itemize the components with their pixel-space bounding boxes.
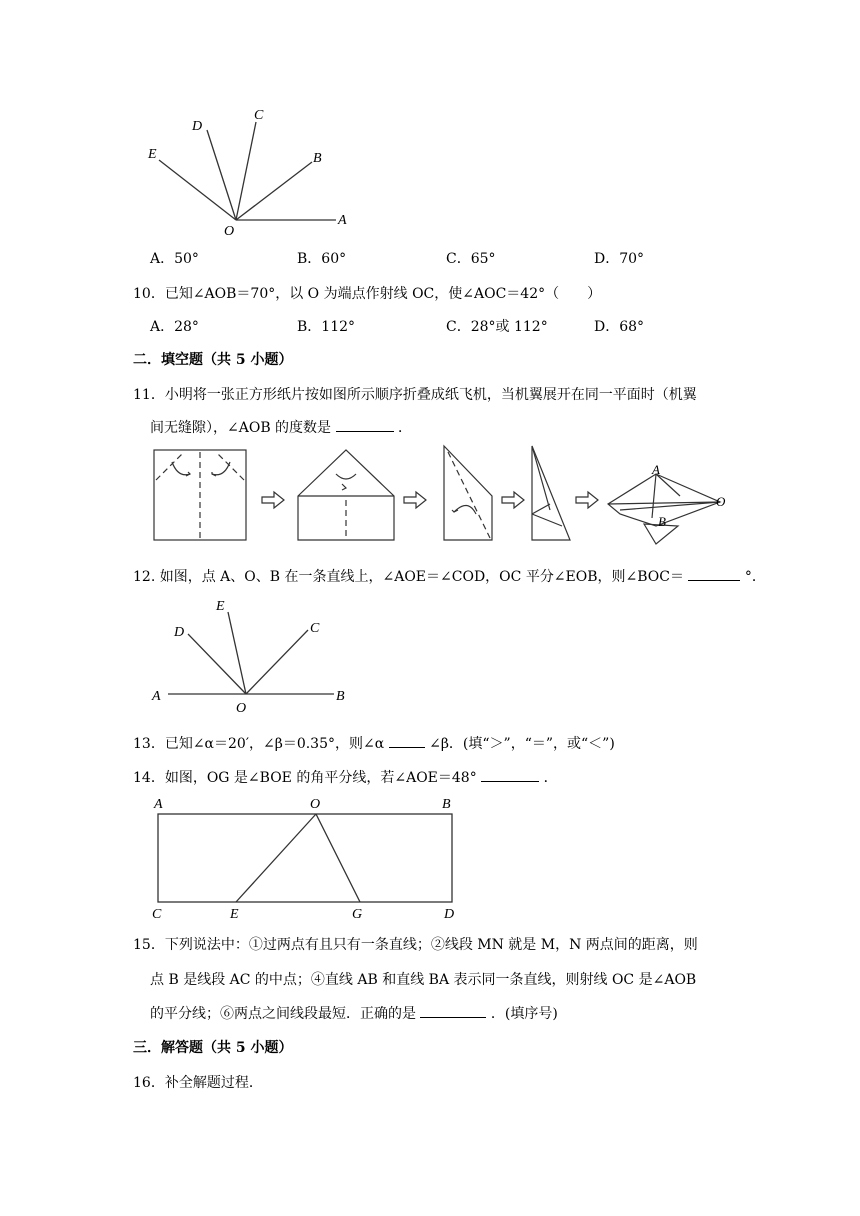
- label-D: D: [192, 119, 203, 134]
- q14-label-E: E: [230, 907, 239, 922]
- q15-answer-blank[interactable]: [420, 1017, 486, 1018]
- q10-option-a: A．28°: [150, 319, 199, 335]
- section-3-title: 三．解答题（共 5 小题）: [133, 1040, 293, 1056]
- q12-label-E: E: [216, 599, 225, 614]
- q12-text: [133, 566, 766, 586]
- q15-line1: 15．下列说法中：①过两点有且只有一条直线；②线段 MN 就是 M，N 两点间的距离，则: [133, 937, 698, 953]
- q12-label-A: A: [152, 689, 161, 704]
- q12-label-D: D: [174, 625, 185, 640]
- q15-line3-end: ．(填序号): [490, 1006, 558, 1022]
- figure-q9-angles: [140, 100, 360, 240]
- q14-label-C: C: [152, 907, 162, 922]
- q12-label-O: O: [236, 701, 247, 716]
- q11-line1: 11．小明将一张正方形纸片按如图所示顺序折叠成纸飞机，当机翼展开在同一平面时（机翼: [133, 387, 697, 403]
- q14-label-O: O: [310, 797, 321, 812]
- q12-text-main: 12. 如图，点 A、O、B 在一条直线上，∠AOE＝∠COD，OC 平分∠EOB，则∠BOC＝: [133, 569, 684, 585]
- q14-text-end: ．: [543, 770, 558, 786]
- q13-text-end: ∠β．(填“＞”，“＝”，或“＜”): [429, 736, 615, 752]
- q13-answer-blank[interactable]: [389, 747, 425, 748]
- label-A: A: [338, 213, 347, 228]
- q11-label-B: B: [658, 514, 666, 529]
- q14-text-main: 14．如图，OG 是∠BOE 的角平分线，若∠AOE＝48°: [133, 770, 477, 786]
- q11-line2-text: 间无缝隙），∠AOB 的度数是: [150, 420, 332, 436]
- q9-option-c: C．65°: [446, 251, 496, 267]
- q16-text: 16．补全解题过程．: [133, 1075, 263, 1091]
- figure-q14-rectangle: [148, 794, 468, 922]
- q10-option-b: B．112°: [297, 319, 356, 335]
- q12-label-C: C: [310, 621, 320, 636]
- q10-option-c: C．28°或 112°: [446, 319, 548, 335]
- q14-label-B: B: [442, 797, 451, 812]
- q11-line2: [150, 417, 412, 437]
- q15-line3: [150, 1003, 558, 1023]
- q9-option-d: D．70°: [594, 251, 645, 267]
- label-C: C: [254, 108, 264, 123]
- q9-option-b: B．60°: [297, 251, 347, 267]
- q13-text: [133, 733, 615, 753]
- q11-label-O: O: [716, 494, 726, 509]
- q14-answer-blank[interactable]: [481, 781, 539, 782]
- section-2-title: 二．填空题（共 5 小题）: [133, 352, 293, 368]
- q14-text: [133, 767, 558, 787]
- q11-answer-blank[interactable]: [336, 431, 394, 432]
- q11-label-A: A: [652, 462, 660, 477]
- q15-line3-text: 的平分线；⑥两点之间线段最短．正确的是: [150, 1006, 416, 1022]
- q10-text: 10．已知∠AOB＝70°，以 O 为端点作射线 OC，使∠AOC＝42°（ ）: [133, 286, 602, 302]
- q14-label-G: G: [352, 907, 363, 922]
- figure-q11-paper-airplane: [150, 444, 740, 554]
- q14-label-A: A: [154, 797, 163, 812]
- figure-q12-angles: [148, 594, 358, 716]
- q15-line2: 点 B 是线段 AC 的中点；④直线 AB 和直线 BA 表示同一条直线，则射线 OC 是∠AOB: [150, 972, 697, 988]
- label-O: O: [224, 224, 235, 239]
- q9-option-a: A．50°: [150, 251, 199, 267]
- q14-label-D: D: [444, 907, 455, 922]
- q12-label-B: B: [336, 689, 345, 704]
- q12-answer-blank[interactable]: [688, 580, 740, 581]
- label-B: B: [313, 151, 322, 166]
- q10-option-d: D．68°: [594, 319, 645, 335]
- q12-text-end: °．: [744, 569, 766, 585]
- q11-line2-end: ．: [397, 420, 412, 436]
- q13-text-main: 13．已知∠α＝20′，∠β＝0.35°，则∠α: [133, 736, 385, 752]
- label-E: E: [148, 147, 157, 162]
